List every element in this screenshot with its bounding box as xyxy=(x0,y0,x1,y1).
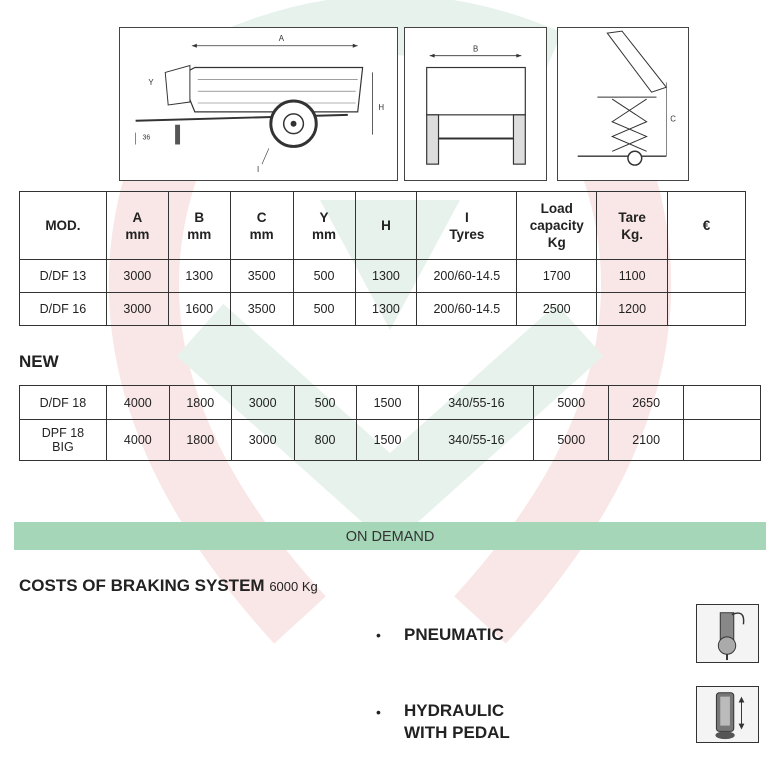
table-header-row xyxy=(20,192,746,260)
bullet-dot: • xyxy=(376,704,381,720)
cell-b: 1300 xyxy=(168,260,230,293)
header-b: B mm xyxy=(168,192,230,260)
cell-tyres: 340/55-16 xyxy=(419,386,534,420)
cell-price xyxy=(684,386,761,420)
cell-y: 500 xyxy=(293,293,355,326)
cell-c: 3500 xyxy=(230,293,293,326)
cell-tare: 1200 xyxy=(597,293,668,326)
header-a: A mm xyxy=(106,192,168,260)
cell-price xyxy=(684,420,761,461)
new-models-table xyxy=(19,385,761,461)
header-tyres: I Tyres xyxy=(417,192,517,260)
braking-title: COSTS OF BRAKING SYSTEM xyxy=(19,576,265,595)
tipping-view-diagram xyxy=(557,27,689,181)
cell-h: 1500 xyxy=(356,420,419,461)
cell-load: 1700 xyxy=(517,260,597,293)
braking-capacity: 6000 Kg xyxy=(269,579,318,594)
cell-h: 1500 xyxy=(356,386,419,420)
cell-tyres: 200/60-14.5 xyxy=(417,293,517,326)
header-mod: MOD. xyxy=(20,192,107,260)
cell-load: 5000 xyxy=(534,420,609,461)
table-row xyxy=(20,260,746,293)
header-y: Y mm xyxy=(293,192,355,260)
header-price: € xyxy=(668,192,746,260)
table-row xyxy=(20,293,746,326)
cell-tare: 2100 xyxy=(609,420,684,461)
cell-price xyxy=(668,293,746,326)
cell-b: 1800 xyxy=(169,386,231,420)
pneumatic-brake-icon xyxy=(696,604,759,663)
cell-y: 500 xyxy=(293,260,355,293)
label-36: 36 xyxy=(142,134,151,142)
cell-b: 1800 xyxy=(169,420,231,461)
cell-a: 3000 xyxy=(106,260,168,293)
bullet-dot: • xyxy=(376,627,381,643)
label-b: B xyxy=(473,44,479,54)
cell-c: 3000 xyxy=(231,420,294,461)
cell-a: 3000 xyxy=(106,293,168,326)
cell-load: 5000 xyxy=(534,386,609,420)
label-y: Y xyxy=(148,78,154,88)
cell-model: DPF 18 BIG xyxy=(20,420,107,461)
braking-costs-title xyxy=(19,576,318,596)
cell-y: 800 xyxy=(294,420,356,461)
cell-tare: 1100 xyxy=(597,260,668,293)
side-view-diagram xyxy=(119,27,398,181)
cell-h: 1300 xyxy=(355,260,417,293)
header-h: H xyxy=(355,192,417,260)
cell-h: 1300 xyxy=(355,293,417,326)
cell-a: 4000 xyxy=(106,386,169,420)
header-tare: Tare Kg. xyxy=(597,192,668,260)
on-demand-banner: ON DEMAND xyxy=(14,522,766,550)
cell-tare: 2650 xyxy=(609,386,684,420)
cell-a: 4000 xyxy=(106,420,169,461)
cell-c: 3000 xyxy=(231,386,294,420)
hydraulic-option xyxy=(404,700,510,744)
pneumatic-option xyxy=(404,624,504,646)
label-c: C xyxy=(670,114,676,124)
rear-view-diagram xyxy=(404,27,547,181)
new-section-title: NEW xyxy=(19,352,59,371)
cell-model: D/DF 16 xyxy=(20,293,107,326)
label-h: H xyxy=(378,102,385,112)
hydraulic-pedal-icon xyxy=(696,686,759,743)
pneumatic-label: PNEUMATIC xyxy=(404,625,504,644)
hydraulic-label-line2: WITH PEDAL xyxy=(404,723,510,742)
cell-model: D/DF 13 xyxy=(20,260,107,293)
header-load-capacity: Load capacity Kg xyxy=(517,192,597,260)
cell-tyres: 340/55-16 xyxy=(419,420,534,461)
table-row xyxy=(20,420,761,461)
cell-price xyxy=(668,260,746,293)
cell-c: 3500 xyxy=(230,260,293,293)
cell-y: 500 xyxy=(294,386,356,420)
label-a: A xyxy=(278,33,284,43)
spec-table xyxy=(19,191,746,326)
hydraulic-label-line1: HYDRAULIC xyxy=(404,701,505,720)
label-i: I xyxy=(257,165,260,175)
cell-tyres: 200/60-14.5 xyxy=(417,260,517,293)
table-row xyxy=(20,386,761,420)
header-c: C mm xyxy=(230,192,293,260)
cell-b: 1600 xyxy=(168,293,230,326)
cell-load: 2500 xyxy=(517,293,597,326)
cell-model: D/DF 18 xyxy=(20,386,107,420)
